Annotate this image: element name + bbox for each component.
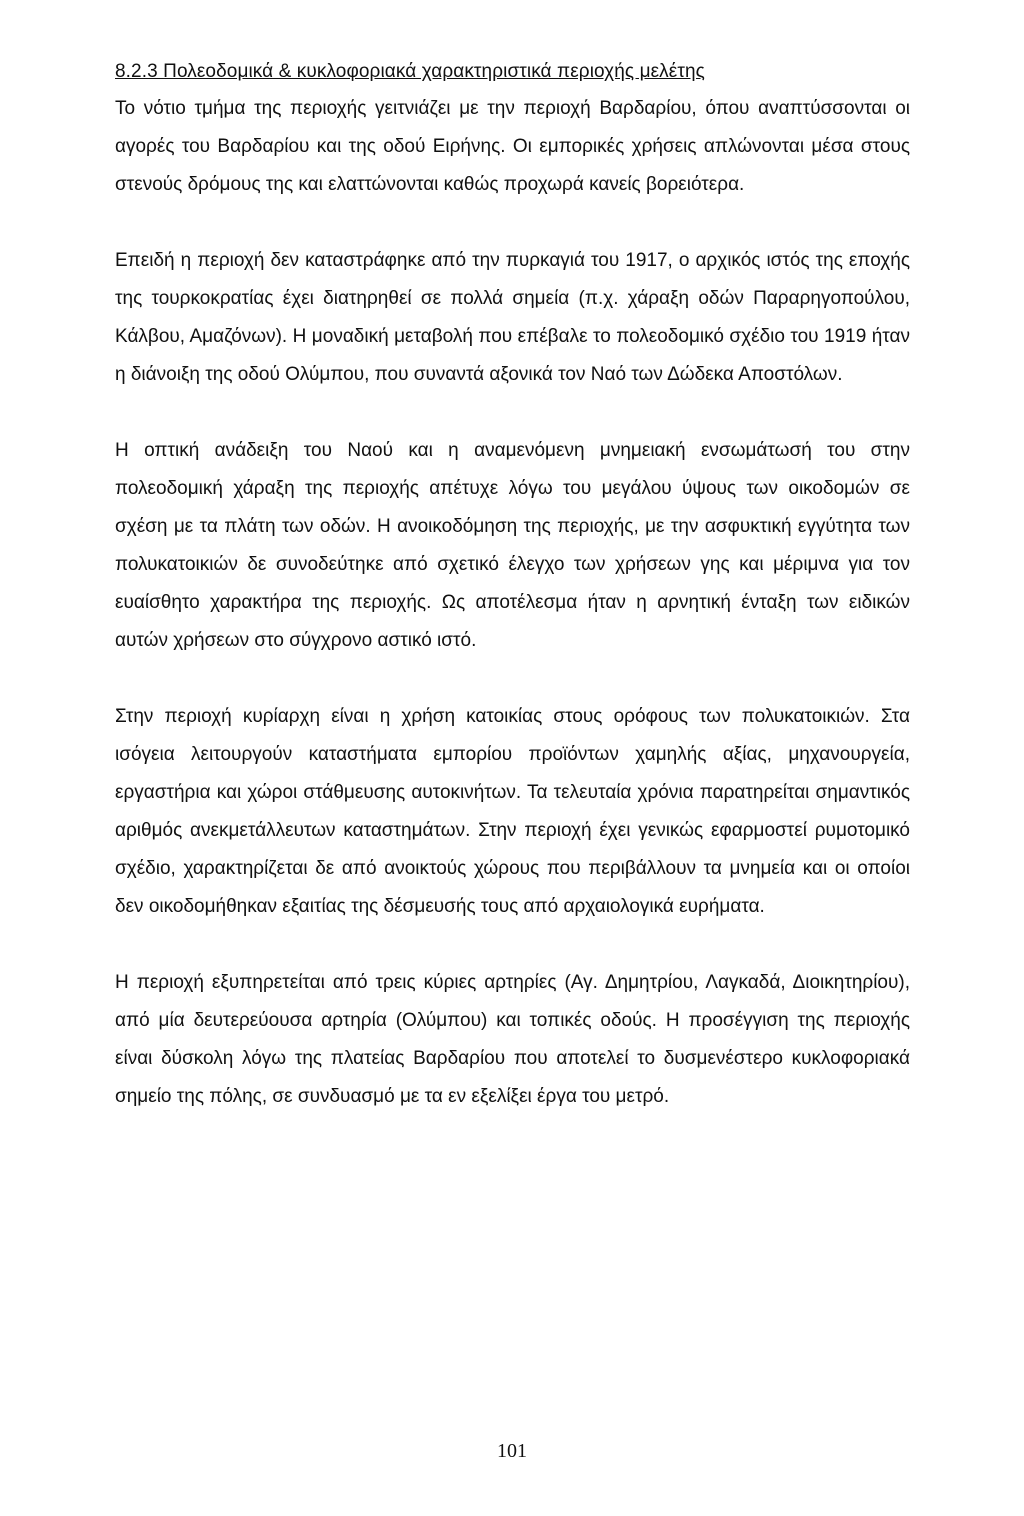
document-page [115,56,910,1116]
paragraph-southern-area: Το νότιο τμήμα της περιοχής γειτνιάζει με την περιοχή Βαρδαρίου, όπου αναπτύσσονται οι αγορές του Βαρδαρίου και της οδού Ειρήνης. Οι εμπορικές χρήσεις απλώνονται μέσα στους στενούς δρόμους της και ελαττώνονται καθώς προχωρά κανείς βορειότερα. [115,98,910,195]
paragraph-historic-fabric: Επειδή η περιοχή δεν καταστράφηκε από την πυρκαγιά του 1917, ο αρχικός ιστός της εποχής της τουρκοκρατίας έχει διατηρηθεί σε πολλά σημεία (π.χ. χάραξη οδών Παραρηγοπούλου, Κάλβου, Αμαζόνων). Η μοναδική μεταβολή που επέβαλε το πολεοδομικό σχέδιο του 1919 ήταν η διάνοιξη της οδού Ολύμπου, που συναντά αξονικά τον Ναό των Δώδεκα Αποστόλων. [115,250,910,385]
paragraph-traffic-access: Η περιοχή εξυπηρετείται από τρεις κύριες αρτηρίες (Αγ. Δημητρίου, Λαγκαδά, Διοικητηρίου), από μία δευτερεύουσα αρτηρία (Ολύμπου) και τοπικές οδούς. Η προσέγγιση της περιοχής είναι δύσκολη λόγω της πλατείας Βαρδαρίου που αποτελεί το δυσμενέστερο κυκλοφοριακά σημείο της πόλης, σε συνδυασμό με τα εν εξελίξει έργα του μετρό. [115,972,910,1107]
section-heading: 8.2.3 Πολεοδομικά & κυκλοφοριακά χαρακτηριστικά περιοχής μελέτης [115,61,705,82]
paragraph-church-visibility: Η οπτική ανάδειξη του Ναού και η αναμενόμενη μνημειακή ενσωμάτωσή του στην πολεοδομική χάραξη της περιοχής απέτυχε λόγω του μεγάλου ύψους των οικοδομών σε σχέση με τα πλάτη των οδών. Η ανοικοδόμηση της περιοχής, με την ασφυκτική εγγύτητα των πολυκατοικιών δε συνοδεύτηκε από σχετικό έλεγχο των χρήσεων γης και μέριμνα για τον ευαίσθητο χαρακτήρα της περιοχής. Ως αποτέλεσμα ήταν η αρνητική ένταξη των ειδικών αυτών χρήσεων στο σύγχρονο αστικό ιστό. [115,440,910,651]
page-number: 101 [497,1440,527,1462]
paragraph-land-uses: Στην περιοχή κυρίαρχη είναι η χρήση κατοικίας στους ορόφους των πολυκατοικιών. Στα ισόγεια λειτουργούν καταστήματα εμπορίου προϊόντων χαμηλής αξίας, μηχανουργεία, εργαστήρια και χώροι στάθμευσης αυτοκινήτων. Τα τελευταία χρόνια παρατηρείται σημαντικός αριθμός ανεκμετάλλευτων καταστημάτων. Στην περιοχή έχει γενικώς εφαρμοστεί ρυμοτομικό σχέδιο, χαρακτηρίζεται δε από ανοικτούς χώρους που περιβάλλουν τα μνημεία και οι οποίοι δεν οικοδομήθηκαν εξαιτίας της δέσμευσής τους από αρχαιολογικά ευρήματα. [115,706,910,917]
